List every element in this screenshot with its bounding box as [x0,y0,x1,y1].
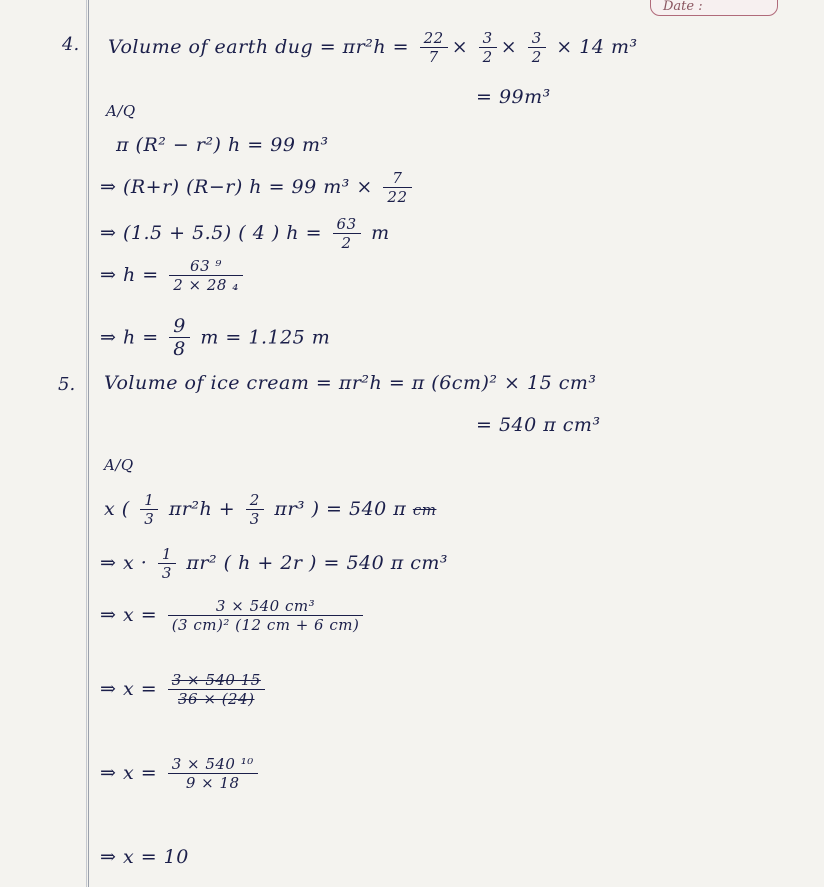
q4-fraction-22-7: $\frac{22}{7}$ [420,30,448,66]
margin-line-inner [86,0,87,887]
q4-fraction-9-8: $\frac{9}{8}$ [169,316,190,361]
q4-line-3: π (R² − r²) h = 99 m³ [116,134,329,156]
date-label: Date : [663,0,703,14]
q5-line-4: ⇒ x · $\frac{1}{3}$ πr² ( h + 2r ) = 540 π cm³ [100,545,449,582]
q5-fraction-crossed: $\frac{3 \times 540 15}{36 \times (24)}$ [168,672,265,708]
q4-line-1: Volume of earth dug = πr²h = $\frac{22}{7}$ × $\frac{3}{2}$ × $\frac{3}{2}$ × 14 m³ [108,29,638,66]
date-box [650,0,778,16]
q4-fraction-3-2-b: $\frac{3}{2}$ [528,30,546,66]
q5-line-7: ⇒ x = $\frac{\text{3 × 540 ¹⁰}}{9 \times 18}$ [100,756,262,792]
q5-line-6: ⇒ x = $\frac{3 \times 540 15}{36 \times (24)}$ [100,672,269,708]
q5-line-2: = 540 π cm³ [476,414,601,436]
q5-line-1: Volume of ice cream = πr²h = π (6cm)² × 15 cm³ [104,372,597,394]
q5-fraction-main: $\frac{\text{3 × 540 cm³}}{\text{(3 cm)² (12 cm + 6 cm)}}$ [168,598,364,634]
q4-line-2: = 99m³ [476,86,551,108]
q5-fraction-reduced: $\frac{\text{3 × 540 ¹⁰}}{9 \times 18}$ [168,756,258,792]
q4-fraction-7-22: $\frac{7}{22}$ [383,170,411,206]
q4-fraction-63-2: $\frac{63}{2}$ [333,216,361,252]
margin-line [88,0,89,887]
q4-fraction-3-2-a: $\frac{3}{2}$ [479,30,497,66]
q5-answer: ⇒ x = 10 [100,846,189,868]
question-5-number: 5. [58,374,76,395]
q4-line-5: ⇒ (1.5 + 5.5) ( 4 ) h = $\frac{63}{2}$ m [100,215,390,252]
q4-aq-label: A/Q [106,102,136,120]
q5-line-3: x ( $\frac{1}{3}$ πr²h + $\frac{2}{3}$ πr³ ) = 540 π cm [104,491,437,528]
q5-fraction-2-3: $\frac{2}{3}$ [246,492,264,528]
q5-fraction-1-3-a: $\frac{1}{3}$ [140,492,158,528]
q4-fraction-63-56: $\frac{\text{63 ⁹}}{\text{2 × 28 ₄}}$ [169,258,243,294]
q4-line-7: ⇒ h = $\frac{9}{8}$ m = 1.125 m [100,315,331,360]
q5-aq-label: A/Q [104,456,134,474]
q5-line-5: ⇒ x = $\frac{\text{3 × 540 cm³}}{\text{(3 cm)² (12 cm + 6 cm)}}$ [100,598,367,634]
q5-struck-unit: cm [412,500,437,519]
q4-line-6: ⇒ h = $\frac{\text{63 ⁹}}{\text{2 × 28 ₄}}$ [100,258,247,294]
question-4-number: 4. [62,34,80,55]
q4-line-4: ⇒ (R+r) (R−r) h = 99 m³ × $\frac{7}{22}$ [100,170,416,206]
q5-fraction-1-3-b: $\frac{1}{3}$ [158,546,176,582]
